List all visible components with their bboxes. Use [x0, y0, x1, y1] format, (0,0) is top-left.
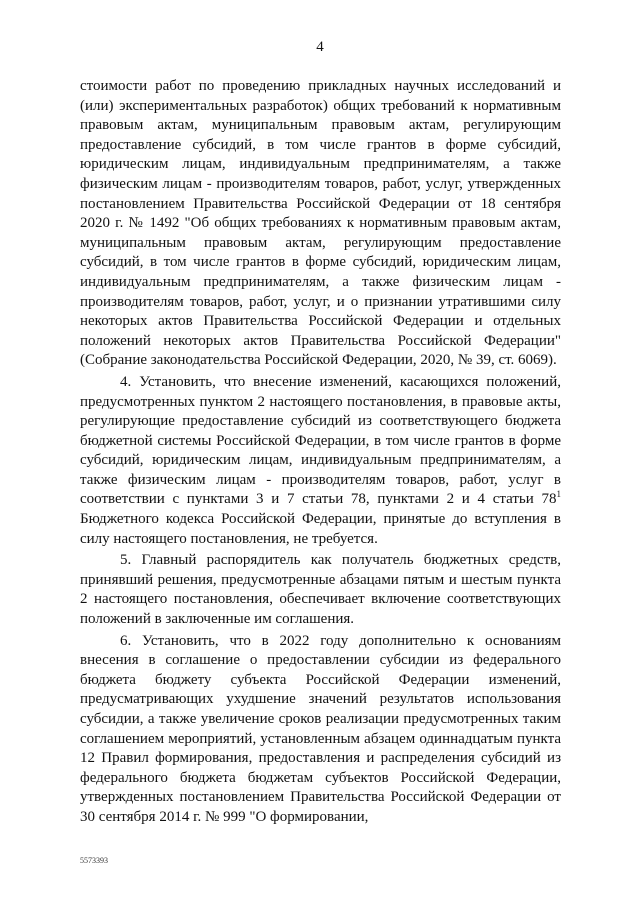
- paragraph-item-5: 5. Главный распорядитель как получатель бюджетных средств, принявший решения, предусмотренные абзацами пятым и шестым пункта 2 настоящего постановления, обеспечивает включение соответствующих положений в заключенные им соглашения.: [80, 552, 561, 628]
- document-id: 5573393: [80, 856, 108, 865]
- paragraph-item-4: [80, 373, 561, 549]
- paragraph-item-6: 6. Установить, что в 2022 году дополнительно к основаниям внесения в соглашение о предоставлении субсидии из федерального бюджета бюджету субъекта Российской Федерации изменений, предусматривающих ухудшение значений результатов использования субсидии, а также увеличение сроков реализации предусмотренных таким соглашением мероприятий, установленным абзацем одиннадцатым пункта 12 Правил формирования, предоставления и распределения субсидий из федерального бюджета бюджетам субъектов Российской Федерации, утвержденных постановлением Правительства Российской Федерации от 30 сентября 2014 г. № 999 "О формировании,: [80, 632, 561, 825]
- superscript-marker: 1: [556, 489, 561, 500]
- paragraph-continuation: стоимости работ по проведению прикладных научных исследований и (или) экспериментальных разработок) общих требований к нормативным правовым актам, муниципальным правовым актам, регулирующим предоставление субсидий, в том числе грантов в форме субсидий, юридическим лицам, индивидуальным предпринимателям, а также физическим лицам - производителям товаров, работ, услуг, утвержденных постановлением Правительства Российской Федерации от 18 сентября 2020 г. № 1492 "Об общих требованиях к нормативным правовым актам, муниципальным правовым актам, регулирующим предоставление субсидий, в том числе грантов в форме субсидий, юридическим лицам, индивидуальным предпринимателям, а также физическим лицам - производителям товаров, работ, услуг, и о признании утратившими силу некоторых актов Правительства Российской Федерации и отдельных положений некоторых актов Правительства Российской Федерации" (Собрание законодательства Российской Федерации, 2020, № 39, ст. 6069).: [80, 78, 561, 369]
- page-number: 4: [316, 39, 324, 55]
- document-body: [80, 77, 561, 828]
- paragraph-item-4-text-end: Бюджетного кодекса Российской Федерации, принятые до вступления в силу настоящего постановления, не требуется.: [80, 511, 561, 547]
- paragraph-item-4-text: 4. Установить, что внесение изменений, касающихся положений, предусмотренных пунктом 2 настоящего постановления, в правовые акты, регулирующие предоставление субсидий из соответствующего бюджета бюджетной системы Российской Федерации, в том числе грантов в форме субсидий, юридическим лицам, индивидуальным предпринимателям, а также физическим лицам - производителям товаров, работ, услуг в соответствии с пунктами 3 и 7 статьи 78, пунктами 2 и 4 статьи 78: [80, 373, 561, 508]
